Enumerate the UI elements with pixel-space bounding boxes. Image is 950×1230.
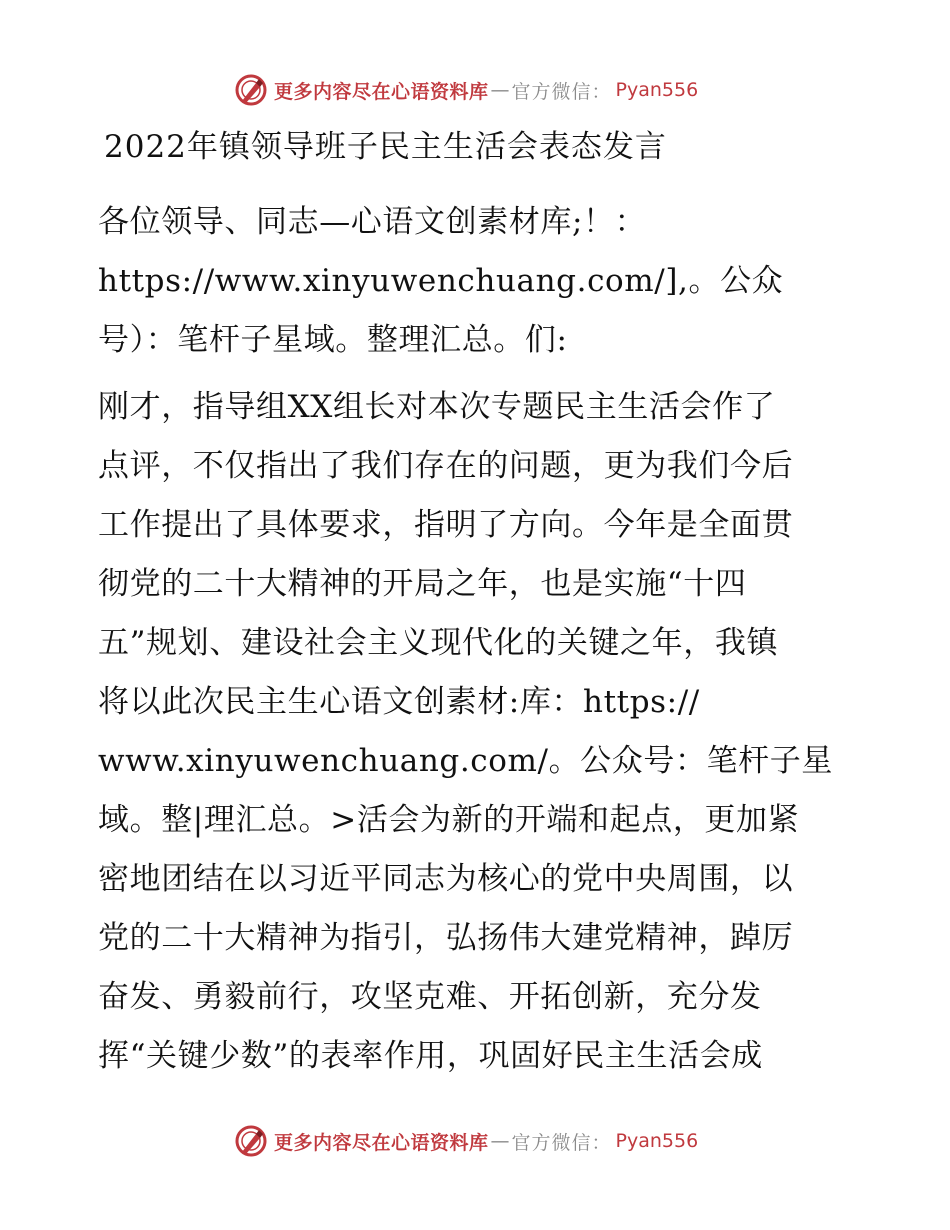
document-title: 2022年镇领导班子民主生活会表态发言 — [104, 129, 667, 165]
text-line: 彻党的二十大精神的开局之年，也是实施“十四 — [98, 566, 747, 602]
banner-dash: — — [490, 79, 510, 101]
text-line: 号）：笔杆子星域。整理汇总。们: — [98, 322, 568, 358]
text-line: 域。整|理汇总。>活会为新的开端和起点，更加紧 — [98, 802, 800, 838]
banner-official-label: 官方微信： — [511, 80, 612, 103]
text-line: www.xinyuwenchuang.com/。公众号：笔杆子星 — [98, 743, 833, 779]
text-line: 点评，不仅指出了我们存在的问题，更为我们今后 — [98, 448, 794, 484]
text-line: 密地团结在以习近平同志为核心的党中央周围，以 — [98, 861, 794, 897]
text-line: 将以此次民主生心语文创素材:库：https:// — [98, 684, 700, 720]
footer-banner — [234, 1123, 698, 1159]
text-line: 挥“关键少数”的表率作用，巩固好民主生活会成 — [98, 1038, 763, 1074]
banner-official-label: 官方微信： — [511, 1131, 612, 1154]
text-line: 党的二十大精神为指引，弘扬伟大建党精神，踔厉 — [98, 920, 794, 956]
pen-logo-icon — [234, 73, 268, 107]
banner-wechat-id: Pyan556 — [615, 79, 699, 101]
banner-dash: — — [490, 1130, 510, 1152]
text-line: 奋发、勇毅前行，攻坚克难、开拓创新，充分发 — [98, 979, 762, 1015]
banner-slogan: 更多内容尽在心语资料库 — [274, 1131, 489, 1154]
text-line: 各位领导、同志—心语文创素材库;！： — [98, 204, 647, 240]
header-banner — [234, 72, 698, 108]
pen-logo-icon — [234, 1124, 268, 1158]
text-line: 五”规划、建设社会主义现代化的关键之年，我镇 — [98, 625, 779, 661]
text-line: https://www.xinyuwenchuang.com/],。公众 — [98, 263, 784, 299]
greeting-paragraph — [98, 193, 858, 370]
text-line: 工作提出了具体要求，指明了方向。今年是全面贯 — [98, 507, 794, 543]
body-paragraph — [98, 378, 858, 1086]
banner-slogan: 更多内容尽在心语资料库 — [274, 80, 489, 103]
text-line: 刚才，指导组XX组长对本次专题民主生活会作了 — [98, 389, 776, 425]
banner-wechat-id: Pyan556 — [615, 1130, 699, 1152]
